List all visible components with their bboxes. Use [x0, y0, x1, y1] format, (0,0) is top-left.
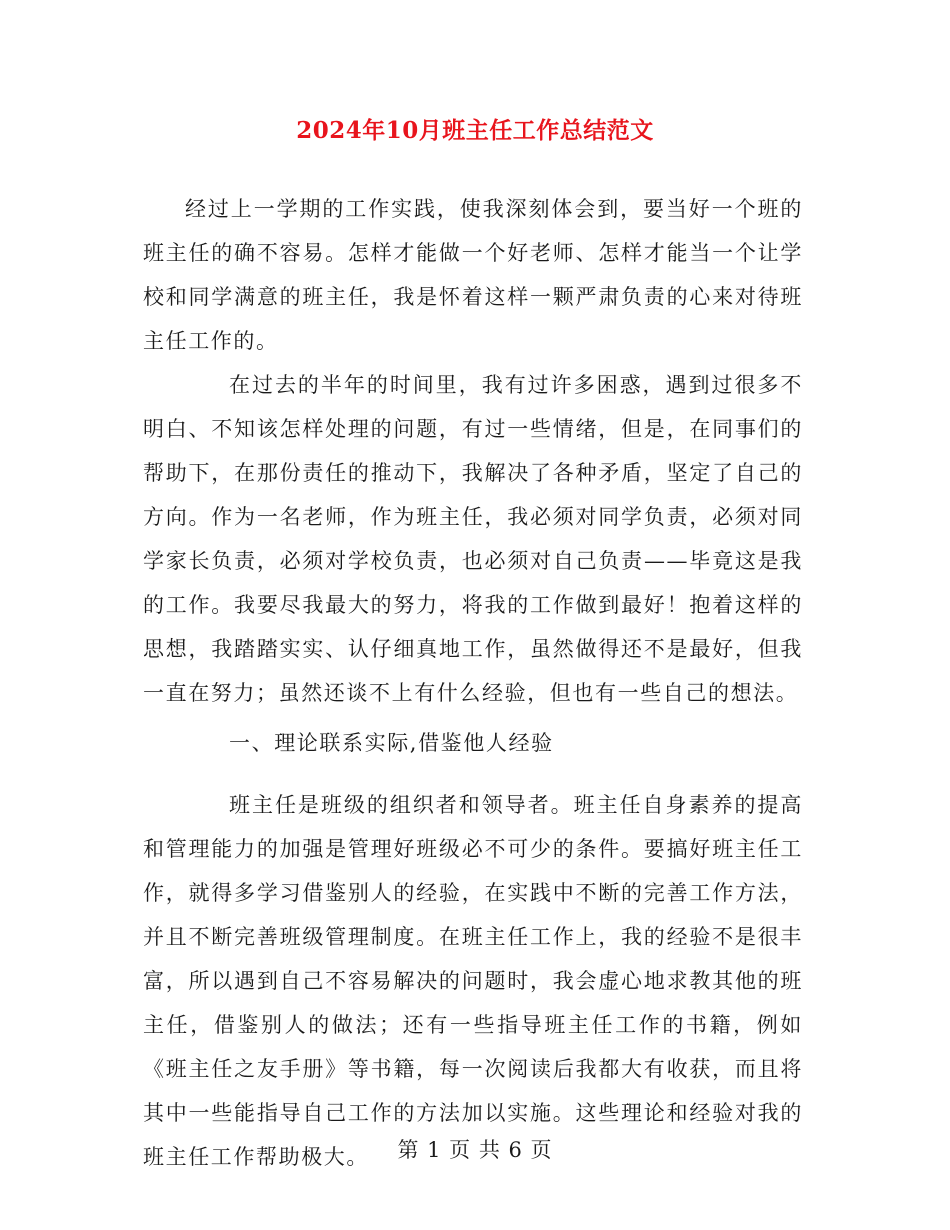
section-paragraph: 班主任是班级的组织者和领导者。班主任自身素养的提高和管理能力的加强是管理好班级必不可少的条件。要搞好班主任工作，就得多学习借鉴别人的经验，在实践中不断的完善工作方法，并且不断完善班级管理制度。在班主任工作上，我的经验不是很丰富，所以遇到自己不容易解决的问题时，我会虚心地求教其他的班主任，借鉴别人的做法；还有一些指导班主任工作的书籍，例如《班主任之友手册》等书籍，每一次阅读后我都大有收获，而且将其中一些能指导自己工作的方法加以实施。这些理论和经验对我的班主任工作帮助极大。: [143, 793, 803, 1169]
paragraph-intro: 经过上一学期的工作实践，使我深刻体会到，要当好一个班的班主任的确不容易。怎样才能做一个好老师、怎样才能当一个让学校和同学满意的班主任，我是怀着这样一颗严肃负责的心来对待班主任工作的。: [143, 197, 803, 353]
document-title: 2024年10月班主任工作总结范文: [296, 117, 654, 144]
section-heading: 一、理论联系实际,借鉴他人经验: [229, 731, 554, 755]
paragraph-reflection: 在过去的半年的时间里，我有过许多困惑，遇到过很多不明白、不知该怎样处理的问题，有过一些情绪，但是，在同事们的帮助下，在那份责任的推动下，我解决了各种矛盾，坚定了自己的方向。作为一名老师，作为班主任，我必须对同学负责，必须对同学家长负责，必须对学校负责，也必须对自己负责——毕竟这是我的工作。我要尽我最大的努力，将我的工作做到最好！抱着这样的思想，我踏踏实实、认仔细真地工作，虽然做得还不是最好，但我一直在努力；虽然还谈不上有什么经验，但也有一些自己的想法。: [143, 373, 803, 705]
page-footer: 第 1 页 共 6 页: [397, 1138, 553, 1162]
